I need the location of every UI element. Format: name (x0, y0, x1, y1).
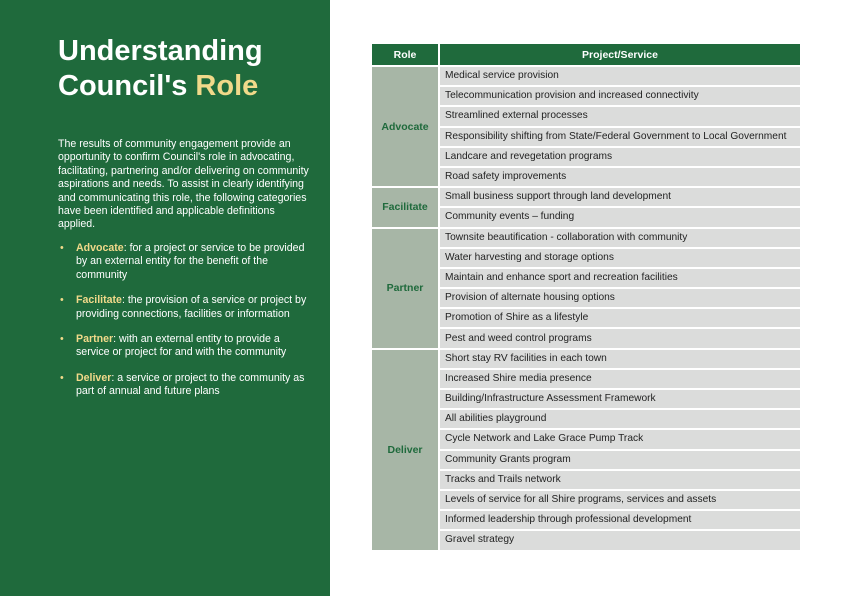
project-column-header: Project/Service (440, 44, 800, 65)
project-cell: Short stay RV facilities in each town (440, 350, 800, 368)
project-cell: Provision of alternate housing options (440, 289, 800, 307)
project-cell: Informed leadership through professional development (440, 511, 800, 529)
project-cell: Community Grants program (440, 451, 800, 469)
bullet-icon: • (60, 294, 64, 307)
definition-term: Deliver (76, 371, 112, 384)
project-cell: Tracks and Trails network (440, 471, 800, 489)
definition-text: : a service or project to the community as part of annual and future plans (76, 371, 305, 398)
project-cell: Telecommunication provision and increased connectivity (440, 87, 800, 105)
role-cell: Advocate (372, 67, 438, 186)
table-body (372, 67, 800, 550)
page-title (58, 34, 263, 104)
title-highlight: Role (195, 70, 259, 102)
definition-item (58, 372, 312, 399)
definition-item (58, 242, 312, 282)
definition-term: Advocate (76, 242, 124, 254)
project-cell: Road safety improvements (440, 168, 800, 186)
project-cell: Streamlined external processes (440, 107, 800, 125)
table-row (372, 188, 800, 206)
project-cell: Landcare and revegetation programs (440, 148, 800, 166)
project-cell: Medical service provision (440, 67, 800, 85)
role-cell: Deliver (372, 350, 438, 550)
title-line-2-prefix: Council's (58, 70, 188, 102)
project-cell: Pest and weed control programs (440, 329, 800, 347)
title-line-1: Understanding (58, 35, 263, 67)
role-cell: Facilitate (372, 188, 438, 226)
definition-item (58, 333, 312, 360)
project-cell: Townsite beautification - collaboration with community (440, 229, 800, 247)
definition-text: : with an external entity to provide a service or project for and with the community (76, 333, 287, 359)
project-cell: All abilities playground (440, 410, 800, 428)
definition-text: : the provision of a service or project by providing connections, facilities or information (76, 294, 307, 320)
project-cell: Increased Shire media presence (440, 370, 800, 388)
project-cell: Promotion of Shire as a lifestyle (440, 309, 800, 327)
project-cell: Small business support through land development (440, 188, 800, 206)
left-panel (0, 0, 330, 596)
table-row (372, 350, 800, 368)
project-cell: Cycle Network and Lake Grace Pump Track (440, 430, 800, 448)
role-table (372, 42, 800, 552)
project-cell: Levels of service for all Shire programs, services and assets (440, 491, 800, 509)
intro-paragraph: The results of community engagement provide an opportunity to confirm Council's role in advocating, facilitating, partnering and/or delivering on community aspirations and needs. To assist in clearly identifying and communicating this role, the following categories have been identified and applicable definitions applied. (58, 138, 309, 231)
bullet-icon: • (60, 333, 64, 346)
definition-item (58, 294, 312, 321)
project-cell: Water harvesting and storage options (440, 249, 800, 267)
bullet-icon: • (60, 371, 64, 384)
project-cell: Building/Infrastructure Assessment Framework (440, 390, 800, 408)
project-cell: Maintain and enhance sport and recreation facilities (440, 269, 800, 287)
project-cell: Gravel strategy (440, 531, 800, 549)
role-column-header: Role (372, 44, 438, 65)
project-cell: Community events – funding (440, 208, 800, 226)
bullet-icon: • (60, 242, 64, 254)
project-cell: Responsibility shifting from State/Federal Government to Local Government (440, 128, 800, 146)
table-row (372, 229, 800, 247)
definition-term: Partner (76, 333, 114, 346)
definition-term: Facilitate (76, 294, 122, 307)
table-header-row (372, 44, 800, 65)
definition-text: : for a project or service to be provided by an external entity for the benefit of the community (76, 242, 305, 281)
table-row (372, 67, 800, 85)
role-cell: Partner (372, 229, 438, 348)
definition-list (58, 242, 312, 411)
